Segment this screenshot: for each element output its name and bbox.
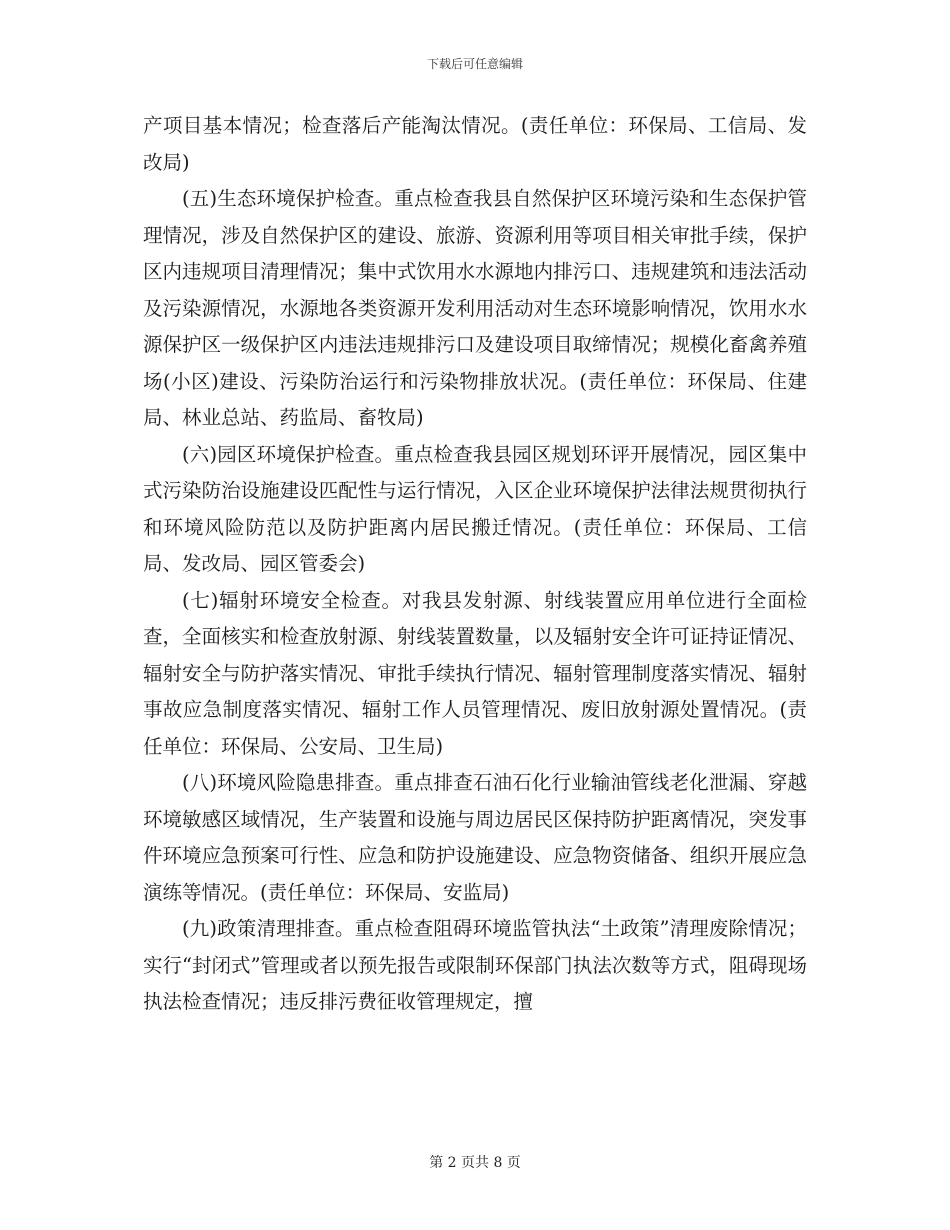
paragraph-continuation: 产项目基本情况；检查落后产能淘汰情况。(责任单位：环保局、工信局、发改局)	[143, 114, 807, 174]
page-header: 下载后可任意编辑	[426, 57, 523, 71]
paragraph-section-5: (五)生态环境保护检查。重点检查我县自然保护区环境污染和生态保护管理情况，涉及自然保护区的建设、旅游、资源利用等项目相关审批手续，保护区内违规项目清理情况；集中式饮用水水源地内排污口、违规建筑和违法活动及污染源情况，水源地各类资源开发利用活动对生态环境影响情况，饮用水水源保护区一级保护区内违法违规排污口及建设项目取缔情况；规模化畜禽养殖场(小区)建设、污染防治运行和污染物排放状况。(责任单位：环保局、住建局、林业总站、药监局、畜牧局)	[143, 187, 807, 429]
page-footer: 第 2 页共 8 页	[429, 1155, 521, 1171]
paragraph-section-8: (八)环境风险隐患排查。重点排查石油石化行业输油管线老化泄漏、穿越环境敏感区域情况，生产装置和设施与周边居民区保持防护距离情况，突发事件环境应急预案可行性、应急和防护设施建设、应急物资储备、组织开展应急演练等情况。(责任单位：环保局、安监局)	[143, 771, 807, 904]
paragraph-section-6: (六)园区环境保护检查。重点检查我县园区规划环评开展情况，园区集中式污染防治设施建设匹配性与运行情况，入区企业环境保护法律法规贯彻执行和环境风险防范以及防护距离内居民搬迁情况。(责任单位：环保局、工信局、发改局、园区管委会)	[143, 442, 807, 575]
paragraph-section-7: (七)辐射环境安全检查。对我县发射源、射线装置应用单位进行全面检查，全面核实和检查放射源、射线装置数量，以及辐射安全许可证持证情况、辐射安全与防护落实情况、审批手续执行情况、辐射管理制度落实情况、辐射事故应急制度落实情况、辐射工作人员管理情况、废旧放射源处置情况。(责任单位：环保局、公安局、卫生局)	[143, 588, 807, 758]
document-body	[143, 108, 807, 1021]
paragraph-section-9: (九)政策清理排查。重点检查阻碍环境监管执法“土政策”清理废除情况；实行“封闭式”管理或者以预先报告或限制环保部门执法次数等方式，阻碍现场执法检查情况；违反排污费征收管理规定，擅	[143, 917, 807, 1013]
